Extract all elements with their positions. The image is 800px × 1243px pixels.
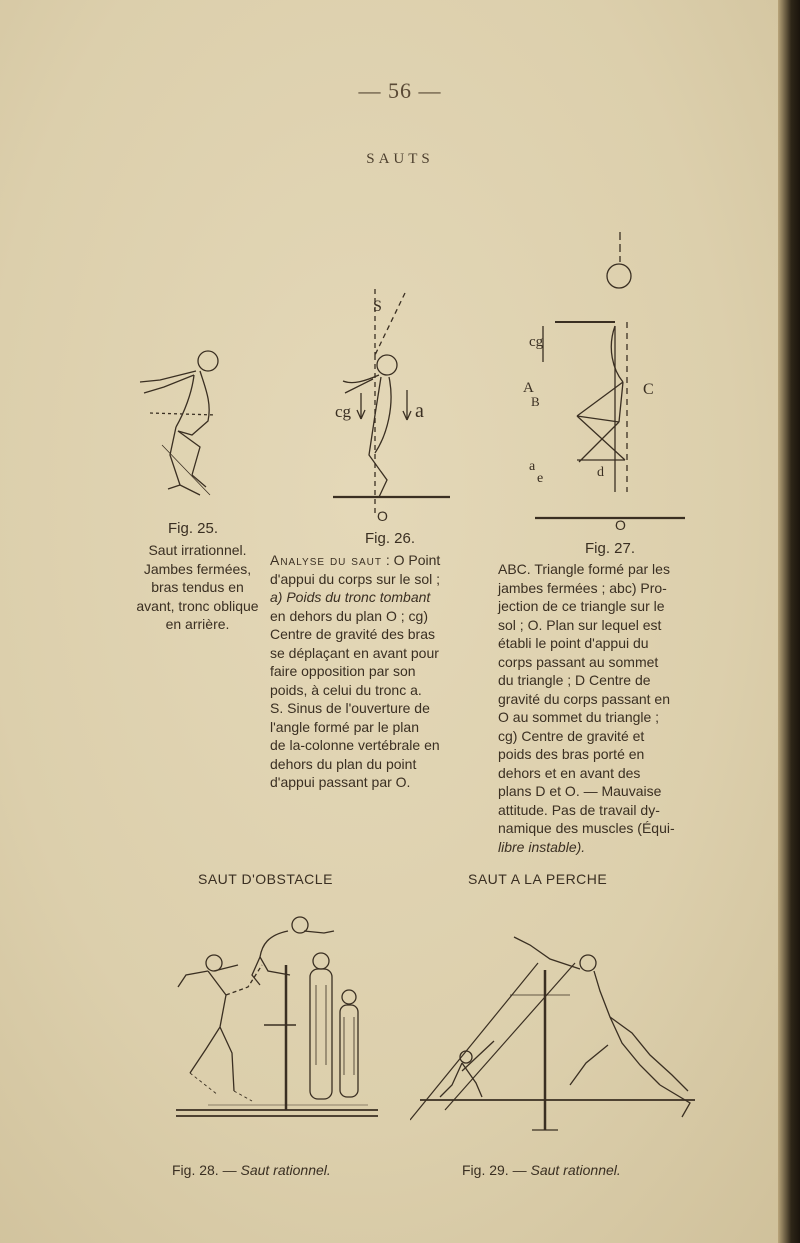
- caption-line: a) Poids du tronc tombant: [270, 589, 431, 605]
- caption-line: jambes fermées ; abc) Pro-: [498, 579, 667, 596]
- fig27-b-label: B: [531, 394, 540, 409]
- fig27-a-upper-label: A: [523, 380, 534, 396]
- fig25-illustration: [120, 335, 250, 510]
- caption-line: [270, 551, 495, 570]
- caption-line: faire opposition par son: [270, 663, 416, 679]
- caption-line: du triangle ; D Centre de: [498, 672, 651, 688]
- fig25-label: Fig. 25.: [167, 520, 219, 537]
- fig27-diagram: [515, 230, 705, 530]
- page-edge-shadow: [778, 0, 800, 1243]
- caption-line: O au sommet du triangle ;: [498, 709, 660, 725]
- fig28-text: — Saut rationnel.: [222, 1162, 331, 1178]
- section-heading-perche: SAUT A LA PERCHE: [468, 871, 608, 887]
- fig27-c-label: C: [643, 381, 654, 398]
- caption-line: corps passant au sommet: [498, 653, 659, 670]
- fig28-label: Fig. 28.: [172, 1162, 219, 1178]
- caption-line: cg) Centre de gravité et: [498, 727, 645, 744]
- fig26-diagram: [315, 285, 465, 525]
- fig26-o-label: O: [377, 508, 388, 524]
- caption-line: jection de ce triangle sur le: [498, 598, 665, 614]
- caption-line: de la-colonne vertébrale en: [270, 737, 440, 753]
- caption-line: en dehors du plan O ; cg): [270, 607, 428, 624]
- caption-line: d'appui du corps sur le sol ;: [270, 570, 440, 587]
- caption-line: ABC. Triangle formé par les: [498, 561, 670, 577]
- fig27-caption: [498, 560, 723, 856]
- page-number: — 56 —: [358, 78, 442, 103]
- caption-line: avant, tronc oblique: [136, 597, 259, 614]
- caption-line: en arrière.: [165, 616, 230, 632]
- caption-line: dehors du plan du point: [270, 755, 417, 772]
- caption-line: attitude. Pas de travail dy-: [498, 801, 660, 818]
- caption-line: Saut irrationnel.: [148, 542, 247, 558]
- fig28-illustration: [168, 905, 383, 1130]
- caption-line: : O Point: [385, 552, 441, 568]
- fig25-caption: [105, 541, 290, 634]
- caption-line: poids, à celui du tronc a.: [270, 681, 422, 698]
- fig27-a-lower-label: a: [529, 459, 536, 474]
- fig26-caption: [270, 551, 495, 792]
- caption-line: Jambes fermées,: [143, 560, 252, 577]
- running-head: SAUTS: [366, 151, 434, 167]
- caption-line: libre instable).: [498, 838, 586, 855]
- fig27-o-label: O: [615, 517, 626, 530]
- caption-lead: Analyse du saut: [270, 552, 382, 568]
- caption-line: l'angle formé par le plan: [270, 718, 419, 735]
- caption-line: se déplaçant en avant pour: [270, 644, 439, 661]
- caption-line: namique des muscles (Équi-: [498, 820, 675, 836]
- fig28-caption: [172, 1162, 331, 1178]
- caption-line: sol ; O. Plan sur lequel est: [498, 616, 662, 633]
- caption-line: gravité du corps passant en: [498, 690, 670, 707]
- fig26-label: Fig. 26.: [364, 530, 416, 547]
- caption-line: bras tendus en: [151, 579, 244, 595]
- section-heading-obstacle: SAUT D'OBSTACLE: [198, 871, 333, 887]
- caption-line: poids des bras porté en: [498, 746, 645, 762]
- fig29-label: Fig. 29.: [462, 1162, 509, 1178]
- fig26-a-label: a: [415, 400, 424, 422]
- fig27-d-label: d: [597, 465, 604, 480]
- fig29-illustration: [410, 935, 700, 1135]
- caption-line: dehors et en avant des: [498, 764, 641, 781]
- caption-line: S. Sinus de l'ouverture de: [270, 700, 430, 716]
- fig26-cg-label: cg: [335, 402, 352, 421]
- fig27-e-label: e: [537, 471, 544, 486]
- caption-line: plans D et O. — Mauvaise: [498, 783, 662, 799]
- caption-line: Centre de gravité des bras: [270, 626, 435, 642]
- caption-line: d'appui passant par O.: [270, 774, 411, 790]
- fig27-label: Fig. 27.: [584, 540, 636, 557]
- fig27-cg-label: cg: [529, 334, 544, 350]
- caption-line: établi le point d'appui du: [498, 635, 649, 651]
- fig29-text: — Saut rationnel.: [512, 1162, 621, 1178]
- fig29-caption: [462, 1162, 621, 1178]
- fig26-s-label: S: [373, 298, 382, 315]
